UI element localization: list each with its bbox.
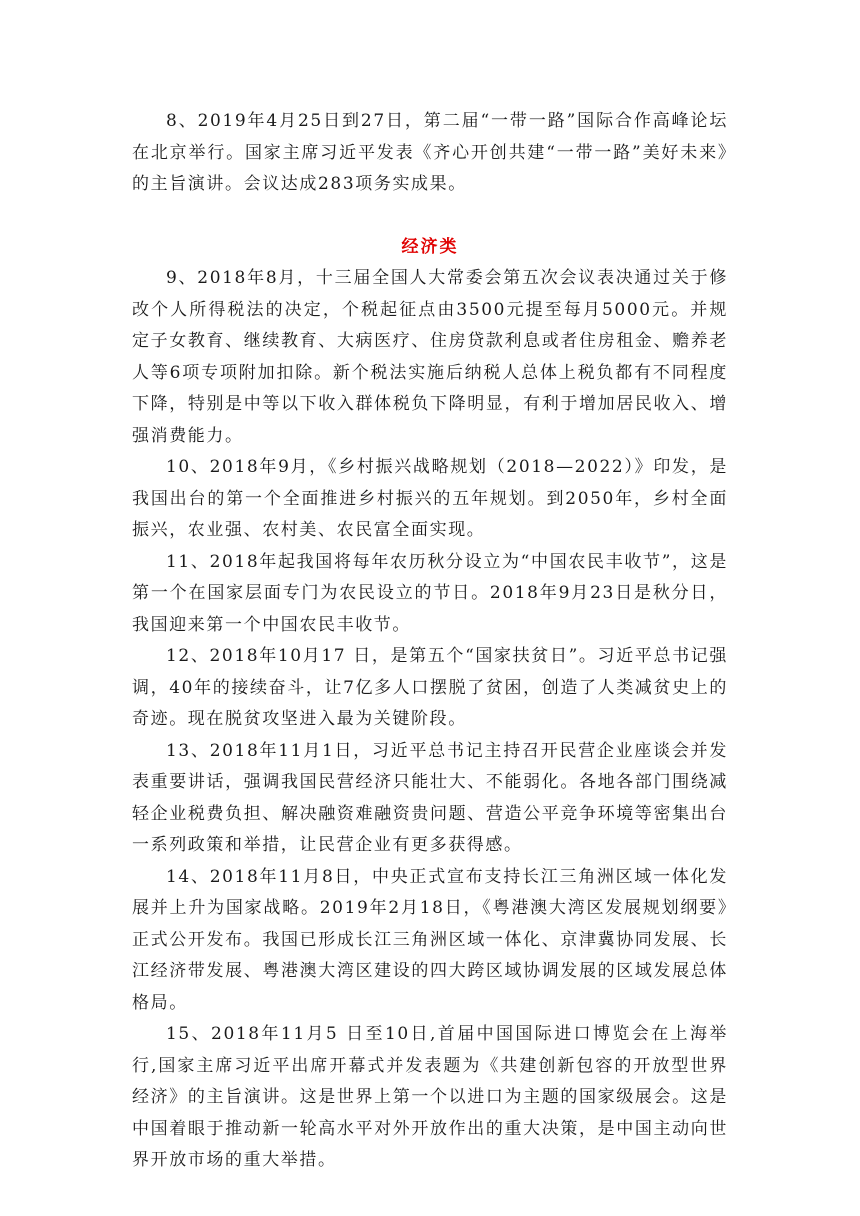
paragraph-item-15: 15、2018年11月5 日至10日,首届中国国际进口博览会在上海举行,国家主席习近平出席开幕式并发表题为《共建创新包容的开放型世界经济》的主旨演讲。这是世界上第一个以进口为主题的国家级展会。这是中国着眼于推动新一轮高水平对外开放作出的重大决策，是中国主动向世界开放市场的重大举措。 xyxy=(132,1024,728,1170)
paragraph-item-14: 14、2018年11月8日，中央正式宣布支持长江三角洲区域一体化发展并上升为国家战略。2019年2月18日，《粤港澳大湾区发展规划纲要》正式公开发布。我国已形成长江三角洲区域一体化、京津冀协同发展、长江经济带发展、粤港澳大湾区建设的四大跨区域协调发展的区域发展总体格局。 xyxy=(132,866,728,1013)
section-heading-economy: 经济类 xyxy=(401,236,459,257)
paragraph-item-11: 11、2018年起我国将每年农历秋分设立为“中国农民丰收节”，这是第一个在国家层面专门为农民设立的节日。2018年9月23日是秋分日，我国迎来第一个中国农民丰收节。 xyxy=(132,551,728,635)
paragraph-item-12: 12、2018年10月17 日，是第五个“国家扶贫日”。习近平总书记强调，40年的接续奋斗，让7亿多人口摆脱了贫困，创造了人类减贫史上的奇迹。现在脱贫攻坚进入最为关键阶段。 xyxy=(132,646,728,729)
document-body xyxy=(132,106,728,1177)
paragraph-item-13: 13、2018年11月1日，习近平总书记主持召开民营企业座谈会并发表重要讲话，强调我国民营经济只能壮大、不能弱化。各地各部门围绕减轻企业税费负担、解决融资难融资贵问题、营造公平竞争环境等密集出台一系列政策和举措，让民营企业有更多获得感。 xyxy=(132,740,728,855)
paragraph-item-10: 10、2018年9月，《乡村振兴战略规划（2018—2022）》印发，是我国出台的第一个全面推进乡村振兴的五年规划。到2050年，乡村全面振兴，农业强、农村美、农民富全面实现。 xyxy=(132,457,728,540)
paragraph-item-8: 8、2019年4月25日到27日，第二届“一带一路”国际合作高峰论坛在北京举行。国家主席习近平发表《齐心开创共建“一带一路”美好未来》的主旨演讲。会议达成283项务实成果。 xyxy=(132,111,728,194)
paragraph-item-9: 9、2018年8月，十三届全国人大常委会第五次会议表决通过关于修改个人所得税法的决定，个税起征点由3500元提至每月5000元。并规定子女教育、继续教育、大病医疗、住房贷款利息或者住房租金、赡养老人等6项专项附加扣除。新个税法实施后纳税人总体上税负都有不同程度下降，特别是中等以下收入群体税负下降明显，有利于增加居民收入、增强消费能力。 xyxy=(132,268,728,446)
